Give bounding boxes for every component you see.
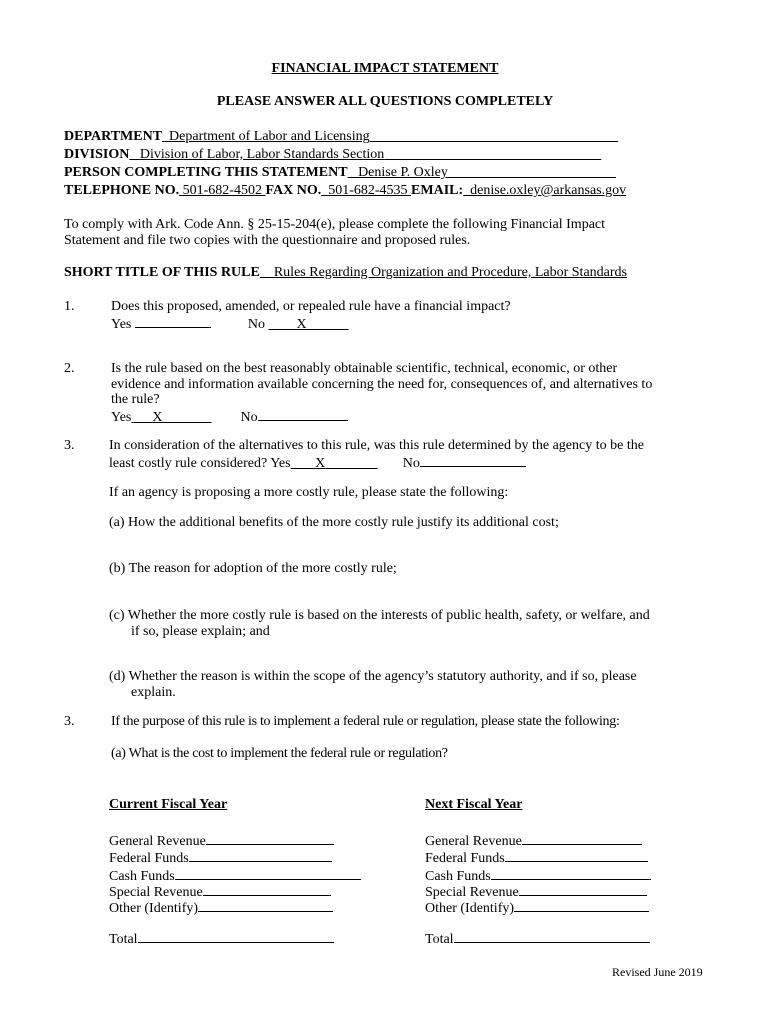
current-fiscal-year-heading: Current Fiscal Year [109, 797, 228, 812]
telephone-value: 501-682-4502 [182, 183, 262, 198]
q3-item-d-line-1: (d) Whether the reason is within the scope of the agency’s statutory authority, and if so, please [109, 669, 637, 684]
next-other-row [425, 899, 649, 917]
department-row [64, 129, 618, 145]
current-total-row [109, 930, 334, 948]
fax-value: 501-682-4535 [328, 183, 408, 198]
q4-item-a: (a) What is the cost to implement the federal rule or regulation? [111, 746, 448, 761]
q3-item-a: (a) How the additional benefits of the more costly rule justify its additional cost; [109, 515, 559, 530]
q3-line-2: least costly rule considered? [109, 456, 268, 471]
current-total-label: Total [109, 932, 138, 947]
q3-line-1: In consideration of the alternatives to this rule, was this rule determined by the agency to be the [109, 438, 644, 453]
email-label: EMAIL: [411, 183, 464, 198]
next-other-label: Other (Identify) [425, 901, 515, 916]
department-label: DEPARTMENT [64, 129, 163, 144]
short-title-field[interactable] [260, 265, 627, 280]
q4-text: If the purpose of this rule is to implement a federal rule or regulation, please state the following: [111, 714, 620, 729]
telephone-field[interactable] [179, 183, 265, 198]
next-general-revenue-row [425, 832, 642, 850]
q3-costly-intro: If an agency is proposing a more costly rule, please state the following: [109, 485, 509, 500]
q1-yes-label: Yes [111, 317, 132, 332]
division-label: DIVISION [64, 147, 130, 162]
q2-yes-label: Yes [111, 410, 132, 425]
q3-yes-mark: X [315, 456, 326, 471]
current-special-revenue-label: Special Revenue [109, 885, 203, 900]
intro-line-2: Statement and file two copies with the questionnaire and proposed rules. [64, 233, 471, 248]
next-special-revenue-label: Special Revenue [425, 885, 519, 900]
division-row [64, 147, 601, 163]
q1-number: 1. [64, 299, 75, 314]
document-subtitle: PLEASE ANSWER ALL QUESTIONS COMPLETELY [216, 94, 554, 109]
next-federal-funds-row [425, 849, 648, 867]
q3-item-c-line-1: (c) Whether the more costly rule is based on the interests of public health, safety, or welfare, and [109, 608, 650, 623]
current-cash-funds-label: Cash Funds [109, 869, 175, 884]
q3-item-d-line-2: explain. [131, 685, 176, 700]
email-value: denise.oxley@arkansas.gov [470, 183, 627, 198]
short-title-row [64, 265, 627, 281]
short-title-value: Rules Regarding Organization and Procedure, Labor Standards [273, 265, 627, 280]
person-row [64, 165, 616, 181]
q1-text: Does this proposed, amended, or repealed rule have a financial impact? [111, 299, 511, 314]
q2-line-3: the rule? [111, 392, 160, 407]
q1-no-mark: X [296, 317, 307, 332]
current-other-row [109, 899, 333, 917]
next-total-label: Total [425, 932, 454, 947]
q2-number: 2. [64, 361, 75, 376]
person-value: Denise P. Oxley [358, 165, 448, 180]
short-title-label: SHORT TITLE OF THIS RULE [64, 265, 260, 280]
next-federal-funds-label: Federal Funds [425, 851, 505, 866]
current-total-field[interactable] [138, 930, 334, 943]
fax-label: FAX NO. [265, 183, 322, 198]
division-field[interactable] [129, 147, 601, 162]
intro-line-1: To comply with Ark. Code Ann. § 25-15-204(e), please complete the following Financial Impact [64, 217, 606, 232]
q2-line-2: evidence and information available concerning the need for, consequences of, and alternatives to [111, 377, 653, 392]
q3-yes-label: Yes [270, 456, 291, 471]
department-field[interactable] [162, 129, 618, 144]
q3-item-c-line-2: if so, please explain; and [131, 624, 270, 639]
current-federal-funds-label: Federal Funds [109, 851, 189, 866]
q2-yes-field[interactable] [131, 410, 211, 425]
q1-yes-field[interactable] [135, 315, 211, 328]
next-special-revenue-field[interactable] [519, 883, 647, 896]
next-cash-funds-label: Cash Funds [425, 869, 491, 884]
current-special-revenue-field[interactable] [203, 883, 331, 896]
q1-no-field[interactable] [269, 317, 349, 332]
current-general-revenue-field[interactable] [206, 832, 334, 845]
q3-item-b: (b) The reason for adoption of the more costly rule; [109, 561, 397, 576]
q2-no-label: No [240, 410, 258, 425]
current-general-revenue-label: General Revenue [109, 834, 206, 849]
q2-no-field[interactable] [258, 408, 348, 421]
telephone-row [64, 183, 626, 199]
current-other-field[interactable] [198, 899, 333, 912]
current-federal-funds-field[interactable] [189, 849, 332, 862]
q1-answer-row [111, 315, 349, 333]
current-general-revenue-row [109, 832, 334, 850]
division-value: Division of Labor, Labor Standards Section [139, 147, 385, 162]
current-cash-funds-field[interactable] [175, 867, 361, 880]
next-total-field[interactable] [454, 930, 650, 943]
email-field[interactable] [463, 183, 626, 198]
next-general-revenue-field[interactable] [522, 832, 642, 845]
q3-yes-field[interactable] [291, 456, 378, 471]
next-total-row [425, 930, 650, 948]
q1-no-label: No [247, 317, 265, 332]
document-title: FINANCIAL IMPACT STATEMENT [271, 61, 499, 76]
q2-yes-mark: X [152, 410, 163, 425]
telephone-label: TELEPHONE NO. [64, 183, 180, 198]
q2-answer-row [111, 408, 348, 426]
q3-number: 3. [64, 438, 75, 453]
current-federal-funds-row [109, 849, 332, 867]
next-cash-funds-field[interactable] [491, 867, 651, 880]
department-value: Department of Labor and Licensing [169, 129, 370, 144]
q3-answer-row [109, 454, 526, 472]
next-fiscal-year-heading: Next Fiscal Year [425, 797, 523, 812]
person-label: PERSON COMPLETING THIS STATEMENT [64, 165, 348, 180]
person-field[interactable] [348, 165, 616, 180]
current-other-label: Other (Identify) [109, 901, 199, 916]
q2-line-1: Is the rule based on the best reasonably obtainable scientific, technical, economic, or other [111, 361, 618, 376]
q3-no-label: No [402, 456, 420, 471]
q4-number: 3. [64, 714, 75, 729]
next-federal-funds-field[interactable] [505, 849, 648, 862]
revision-note: Revised June 2019 [612, 965, 703, 979]
next-general-revenue-label: General Revenue [425, 834, 522, 849]
fax-field[interactable] [321, 183, 411, 198]
q3-no-field[interactable] [420, 454, 526, 467]
next-other-field[interactable] [514, 899, 649, 912]
